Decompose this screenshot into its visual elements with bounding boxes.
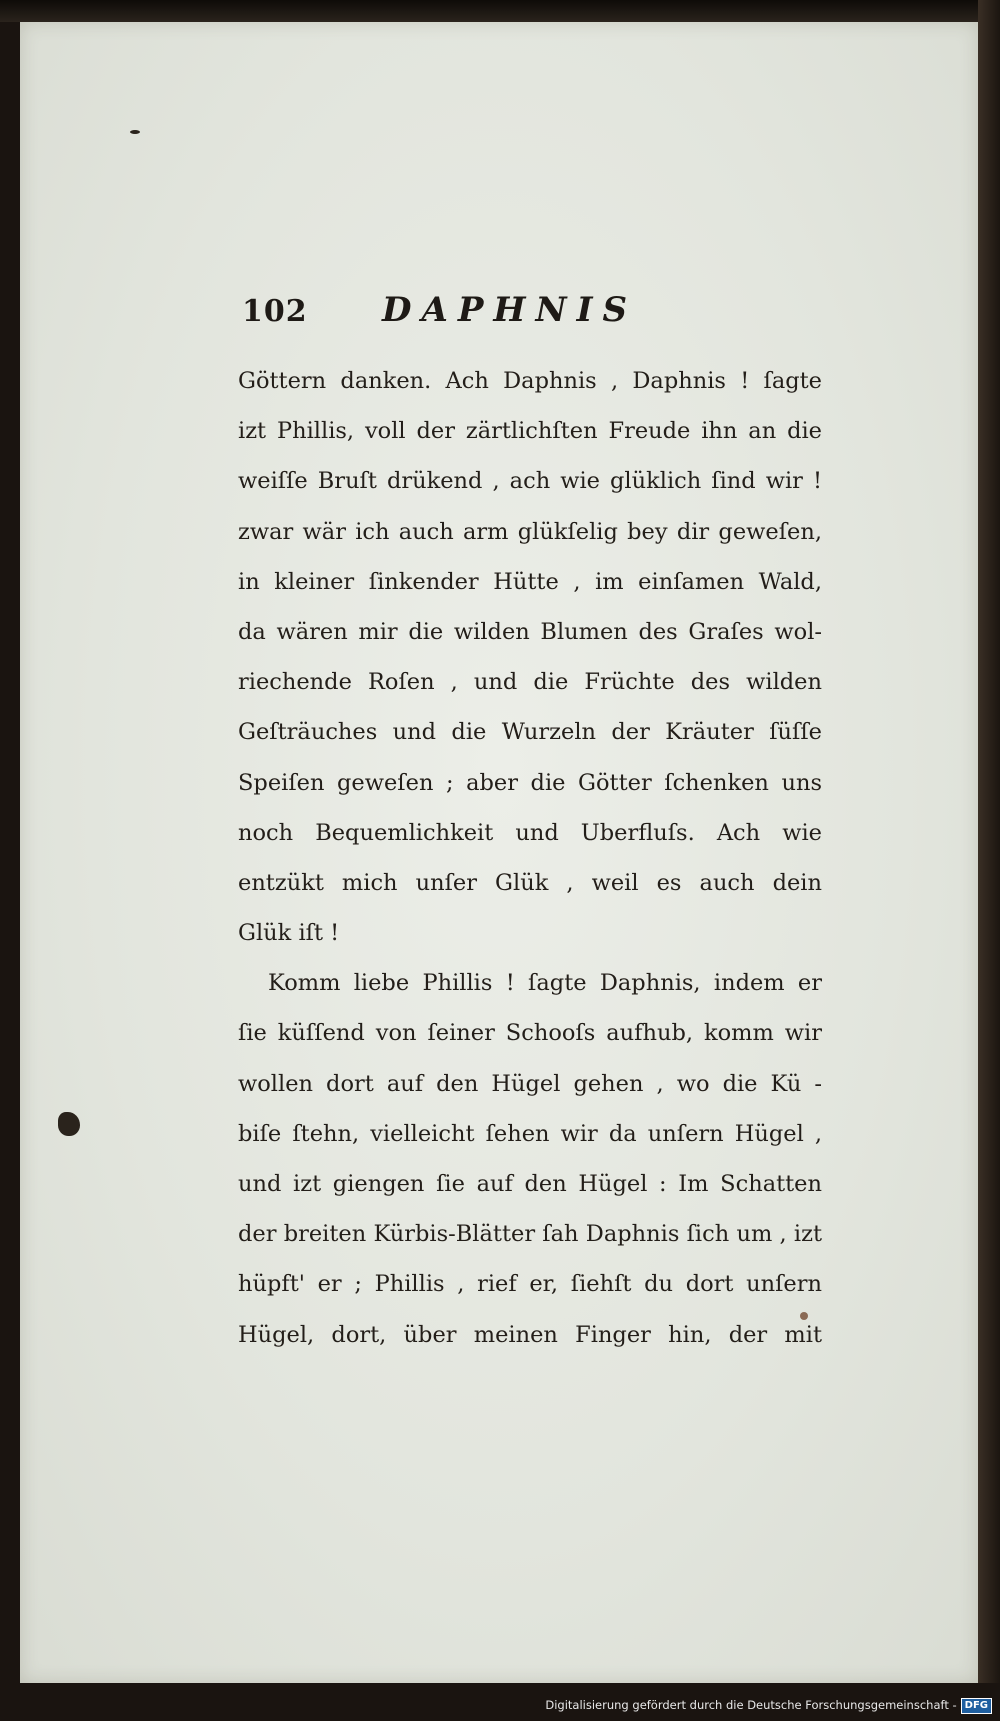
digitization-credit xyxy=(545,1695,992,1715)
text-line: Glük iſt ! xyxy=(238,920,340,947)
running-head xyxy=(242,290,802,334)
ink-speck xyxy=(130,130,140,134)
text-line: entzükt mich unſer Glük , weil es auch dein xyxy=(238,869,822,896)
book-edge xyxy=(978,0,1000,1721)
dfg-logo-icon: DFG xyxy=(961,1698,992,1714)
book-page xyxy=(20,22,978,1683)
text-line: und izt giengen ſie auf den Hügel : Im Schatten xyxy=(238,1171,822,1197)
footer-bar xyxy=(0,1683,1000,1721)
credit-text: Digitalisierung gefördert durch die Deutsche Forschungsgemeinschaft - xyxy=(545,1698,957,1712)
text-line: Speiſen geweſen ; aber die Götter ſchenken uns xyxy=(238,769,822,796)
paragraph-start-line: Komm liebe Phillis ! ſagte Daphnis, indem er xyxy=(268,970,822,997)
text-line: zwar wär ich auch arm glükſelig bey dir geweſen, xyxy=(238,518,822,545)
text-line: in kleiner ſinkender Hütte , im einſamen Wald, xyxy=(238,568,822,595)
text-line: riechende Roſen , und die Früchte des wilden xyxy=(238,669,822,696)
text-line: ſie küſſend von ſeiner Schooſs aufhub, komm wir xyxy=(238,1020,822,1047)
text-line: weiſſe Bruſt drükend , ach wie glüklich ſind wir ! xyxy=(238,468,822,495)
text-line: biſe ſtehn, vielleicht ſehen wir da unſern Hügel , xyxy=(238,1120,822,1147)
text-line: da wären mir die wilden Blumen des Graſes wol- xyxy=(238,618,822,645)
page-number: 102 xyxy=(242,294,308,329)
scan-top-border xyxy=(0,0,1000,22)
ink-blot xyxy=(58,1112,80,1136)
body-text xyxy=(238,356,822,1360)
text-line: noch Bequemlichkeit und Uberfluſs. Ach wie xyxy=(238,819,822,846)
text-line: der breiten Kürbis-Blätter ſah Daphnis ſich um , izt xyxy=(238,1221,822,1248)
text-line: Göttern danken. Ach Daphnis , Daphnis ! ſagte xyxy=(238,368,822,394)
text-line: izt Phillis, voll der zärtlichſten Freude ihn an die xyxy=(238,418,822,445)
text-line: Hügel, dort, über meinen Finger hin, der mit xyxy=(238,1321,822,1348)
text-line: wollen dort auf den Hügel gehen , wo die Kü - xyxy=(238,1070,822,1097)
running-title: DAPHNIS xyxy=(382,290,638,330)
text-line: hüpft' er ; Phillis , rief er, ſiehſt du dort unſern xyxy=(238,1271,822,1298)
text-line: Geſträuches und die Wurzeln der Kräuter ſüſſe xyxy=(238,719,822,746)
